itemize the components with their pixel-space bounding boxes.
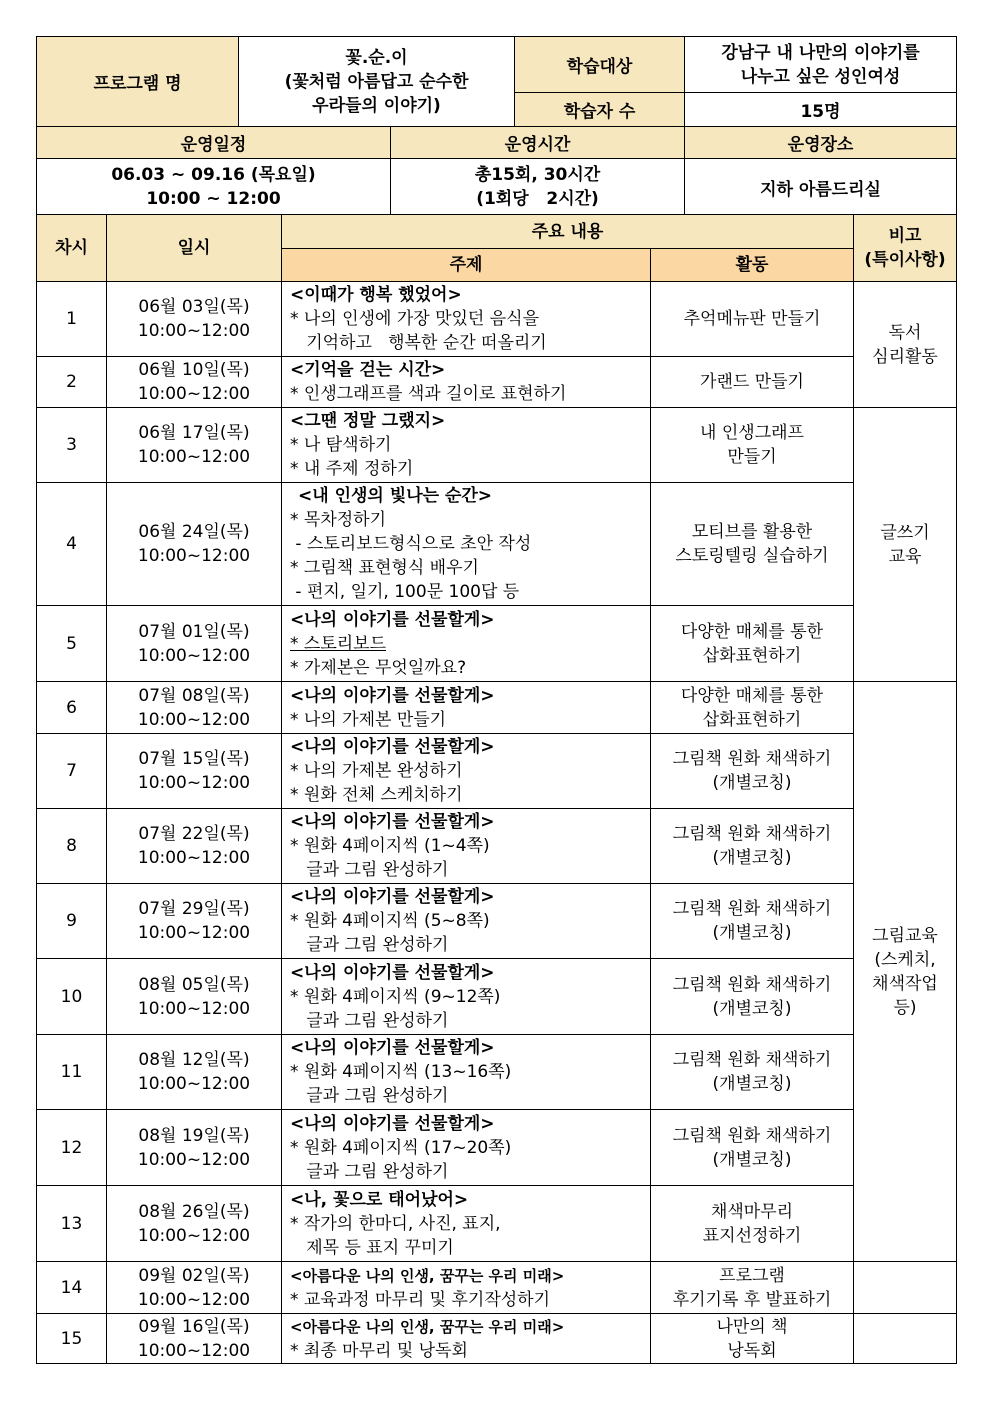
remark-line: 글쓰기 [880, 522, 930, 543]
session-no: 5 [37, 606, 107, 682]
session-date [107, 408, 282, 483]
session-topic [282, 282, 651, 357]
table-row [37, 1262, 957, 1314]
session-no: 10 [37, 959, 107, 1035]
session-topic [282, 606, 651, 682]
topic-line: 제목 등 표지 꾸미기 [290, 1237, 454, 1258]
date-text: 09월 16일(목) [138, 1316, 250, 1337]
place-value: 지하 아름드리실 [685, 159, 957, 216]
schedule-table [36, 214, 957, 1364]
session-no: 3 [37, 408, 107, 483]
session-activity [651, 1186, 854, 1262]
session-no: 6 [37, 682, 107, 734]
time-text: 10:00~12:00 [137, 848, 251, 868]
topic-line: * 원화 전체 스케치하기 [290, 785, 463, 805]
topic-line: 글과 그림 완성하기 [290, 935, 449, 955]
session-no: 9 [37, 884, 107, 959]
session-activity [651, 884, 854, 959]
header-remark-line: (특이사항) [864, 250, 946, 270]
session-date [107, 1314, 282, 1364]
table-row [37, 1110, 957, 1186]
program-name-line: (꽃처럼 아름답고 순수한 [284, 71, 469, 92]
time-text: 10:00~12:00 [137, 447, 251, 467]
session-topic [282, 959, 651, 1035]
header-no: 차시 [37, 215, 107, 282]
session-activity [651, 1035, 854, 1110]
date-text: 08월 12일(목) [138, 1050, 250, 1070]
topic-line: * 나의 가제본 만들기 [290, 709, 447, 730]
schedule-hours: 10:00 ~ 12:00 [146, 189, 281, 209]
table-row [37, 1035, 957, 1110]
topic-title: <내 인생의 빛나는 순간> [298, 486, 493, 506]
time-value [391, 159, 685, 216]
topic-title: <나의 이야기를 선물할게> [290, 1038, 495, 1058]
topic-title: <그땐 정말 그랬지> [290, 411, 446, 431]
place-label: 운영장소 [685, 127, 957, 159]
date-text: 08월 05일(목) [138, 974, 250, 995]
session-date [107, 483, 282, 606]
topic-title: <이때가 행복 했었어> [290, 285, 462, 305]
time-text: 10:00~12:00 [137, 998, 251, 1019]
activity-line: (개별코칭) [712, 923, 792, 943]
date-text: 06월 24일(목) [138, 522, 250, 542]
session-topic [282, 734, 651, 809]
remark-reading [854, 282, 957, 408]
table-row [37, 1314, 957, 1364]
date-text: 06월 10일(목) [138, 360, 250, 380]
remark-writing [854, 408, 957, 682]
date-text: 07월 29일(목) [138, 899, 250, 919]
activity-line: 만들기 [727, 447, 777, 467]
program-info-table [36, 36, 957, 216]
topic-line: 글과 그림 완성하기 [290, 860, 449, 880]
topic-line: * 목차정하기 [290, 510, 387, 530]
topic-title: <아름다운 나의 인생, 꿈꾸는 우리 미래> [290, 1317, 565, 1336]
session-activity [651, 282, 854, 357]
activity-line: 삽화표현하기 [702, 645, 802, 666]
date-text: 09월 02일(목) [138, 1265, 250, 1286]
schedule-dates: 06.03 ~ 09.16 (목요일) [111, 165, 316, 185]
session-date [107, 1110, 282, 1186]
time-text: 10:00~12:00 [137, 1149, 251, 1170]
topic-title: <나의 이야기를 선물할게> [290, 737, 495, 757]
topic-line: * 최종 마무리 및 낭독회 [290, 1340, 468, 1361]
table-row [37, 1186, 957, 1262]
activity-line: 그림책 원화 채색하기 [672, 1125, 832, 1146]
session-date [107, 1262, 282, 1314]
table-row [37, 884, 957, 959]
target-label: 학습대상 [515, 37, 685, 93]
session-activity [651, 606, 854, 682]
program-name-value [239, 37, 515, 127]
table-row [37, 483, 957, 606]
session-activity [651, 734, 854, 809]
session-date [107, 606, 282, 682]
table-row [37, 809, 957, 884]
session-activity [651, 682, 854, 734]
topic-line: * 인생그래프를 색과 길이로 표현하기 [290, 384, 567, 404]
activity-line: (개별코칭) [712, 998, 792, 1019]
date-text: 07월 15일(목) [138, 749, 250, 769]
remark-line: (스케치, [874, 949, 936, 970]
topic-title: <나의 이야기를 선물할게> [290, 685, 495, 706]
session-date [107, 1186, 282, 1262]
program-name-label: 프로그램 명 [37, 37, 239, 127]
session-topic [282, 884, 651, 959]
target-line: 강남구 내 나만의 이야기를 [721, 42, 920, 63]
topic-line: * 가제본은 무엇일까요? [290, 657, 467, 678]
remark-line: 등) [893, 997, 917, 1018]
remark-line: 교육 [888, 546, 922, 567]
topic-line: * 나의 인생에 가장 맛있던 음식을 [290, 309, 540, 329]
topic-line: * 내 주제 정하기 [290, 459, 414, 479]
topic-line: * 교육과정 마무리 및 후기작성하기 [290, 1289, 551, 1310]
header-topic: 주제 [282, 249, 651, 282]
table-row [37, 734, 957, 809]
topic-title: <나의 이야기를 선물할게> [290, 609, 495, 630]
time-label: 운영시간 [391, 127, 685, 159]
topic-line: - 편지, 일기, 100문 100답 등 [290, 582, 520, 602]
activity-line: 모티브를 활용한 [691, 522, 813, 542]
session-activity [651, 809, 854, 884]
activity-line: 낭독회 [727, 1340, 777, 1361]
activity-line: 그림책 원화 채색하기 [672, 974, 832, 995]
session-no: 13 [37, 1186, 107, 1262]
session-date [107, 734, 282, 809]
target-line: 나누고 싶은 성인여성 [740, 66, 901, 87]
topic-line: * 원화 4페이지씩 (5~8쪽) [290, 911, 490, 931]
program-name-line: 우라들의 이야기) [312, 95, 441, 116]
activity-line: 그림책 원화 채색하기 [672, 824, 832, 844]
session-no: 15 [37, 1314, 107, 1364]
table-row [37, 606, 957, 682]
time-text: 10:00~12:00 [137, 923, 251, 943]
session-topic [282, 408, 651, 483]
topic-title: <나의 이야기를 선물할게> [290, 1113, 495, 1134]
activity-line: 프로그램 [719, 1265, 785, 1286]
table-row [37, 357, 957, 408]
topic-line: * 원화 4페이지씩 (17~20쪽) [290, 1137, 512, 1158]
target-value [685, 37, 957, 93]
topic-line: * 나의 가제본 완성하기 [290, 761, 463, 781]
activity-line: 다양한 매체를 통한 [680, 685, 824, 706]
session-no: 1 [37, 282, 107, 357]
remark-line: 독서 [888, 322, 922, 343]
table-row [37, 282, 957, 357]
time-text: 10:00~12:00 [137, 709, 251, 730]
activity-line: (개별코칭) [712, 773, 792, 793]
activity-line: 표지선정하기 [702, 1225, 802, 1246]
activity-line: 다양한 매체를 통한 [680, 621, 824, 642]
time-text: 10:00~12:00 [137, 1340, 251, 1361]
time-total: 총15회, 30시간 [474, 165, 601, 185]
activity-line: 채색마무리 [710, 1201, 794, 1222]
date-text: 07월 08일(목) [138, 685, 250, 706]
activity-line: 내 인생그래프 [700, 423, 804, 443]
schedule-label: 운영일정 [37, 127, 391, 159]
session-topic [282, 1314, 651, 1364]
session-date [107, 1035, 282, 1110]
topic-title: <나의 이야기를 선물할게> [290, 812, 495, 832]
topic-title: <아름다운 나의 인생, 꿈꾸는 우리 미래> [290, 1266, 565, 1285]
time-text: 10:00~12:00 [137, 645, 251, 666]
count-value: 15명 [685, 93, 957, 127]
session-date [107, 682, 282, 734]
activity-line: 그림책 원화 채색하기 [672, 749, 832, 769]
remark-empty [854, 1314, 957, 1364]
session-no: 11 [37, 1035, 107, 1110]
header-date: 일시 [107, 215, 282, 282]
session-activity [651, 357, 854, 408]
remark-line: 그림교육 [872, 925, 938, 946]
time-text: 10:00~12:00 [137, 546, 251, 566]
session-no: 12 [37, 1110, 107, 1186]
topic-line: 기억하고 행복한 순간 떠올리기 [290, 333, 547, 353]
session-topic [282, 682, 651, 734]
activity-line: 나만의 책 [716, 1316, 788, 1337]
date-text: 06월 03일(목) [138, 297, 250, 317]
header-activity: 활동 [651, 249, 854, 282]
topic-line: 글과 그림 완성하기 [290, 1010, 449, 1031]
topic-line: * 스토리보드 [290, 633, 387, 654]
session-date [107, 357, 282, 408]
topic-title: <나의 이야기를 선물할게> [290, 962, 495, 983]
topic-line: * 원화 4페이지씩 (9~12쪽) [290, 986, 501, 1007]
activity-line: (개별코칭) [712, 1149, 792, 1170]
time-text: 10:00~12:00 [137, 321, 251, 341]
header-main: 주요 내용 [282, 215, 854, 249]
time-per-session: (1회당 2시간) [476, 189, 599, 209]
time-text: 10:00~12:00 [137, 384, 251, 404]
session-activity [651, 959, 854, 1035]
topic-line: * 원화 4페이지씩 (1~4쪽) [290, 836, 490, 856]
activity-line: 추억메뉴판 만들기 [683, 309, 821, 329]
session-activity [651, 408, 854, 483]
topic-line: 글과 그림 완성하기 [290, 1161, 449, 1182]
time-text: 10:00~12:00 [137, 773, 251, 793]
topic-line: * 작가의 한마디, 사진, 표지, [290, 1213, 501, 1234]
topic-title: <기억을 걷는 시간> [290, 360, 446, 380]
date-text: 08월 19일(목) [138, 1125, 250, 1146]
time-text: 10:00~12:00 [137, 1225, 251, 1246]
table-row [37, 959, 957, 1035]
session-activity [651, 483, 854, 606]
activity-line: (개별코칭) [712, 1074, 792, 1094]
activity-line: 스토링텔링 실습하기 [675, 546, 829, 566]
session-topic [282, 357, 651, 408]
topic-line: * 그림책 표현형식 배우기 [290, 558, 479, 578]
session-topic [282, 1035, 651, 1110]
activity-line: 그림책 원화 채색하기 [672, 1050, 832, 1070]
session-activity [651, 1262, 854, 1314]
session-topic [282, 1262, 651, 1314]
date-text: 08월 26일(목) [138, 1201, 250, 1222]
activity-line: 가랜드 만들기 [700, 372, 804, 392]
topic-title: <나의 이야기를 선물할게> [290, 887, 495, 907]
session-no: 4 [37, 483, 107, 606]
topic-title: <나, 꽃으로 태어났어> [290, 1189, 469, 1210]
session-no: 8 [37, 809, 107, 884]
session-activity [651, 1110, 854, 1186]
session-no: 7 [37, 734, 107, 809]
date-text: 06월 17일(목) [138, 423, 250, 443]
session-activity [651, 1314, 854, 1364]
session-topic [282, 1110, 651, 1186]
date-text: 07월 01일(목) [138, 621, 250, 642]
remark-drawing [854, 682, 957, 1262]
count-label: 학습자 수 [515, 93, 685, 127]
session-no: 14 [37, 1262, 107, 1314]
session-topic [282, 809, 651, 884]
topic-line: * 나 탐색하기 [290, 435, 392, 455]
header-remark [854, 215, 957, 282]
topic-line: * 원화 4페이지씩 (13~16쪽) [290, 1062, 512, 1082]
activity-line: 후기기록 후 발표하기 [672, 1289, 832, 1310]
session-no: 2 [37, 357, 107, 408]
time-text: 10:00~12:00 [137, 1074, 251, 1094]
session-topic [282, 483, 651, 606]
table-row [37, 408, 957, 483]
session-date [107, 809, 282, 884]
activity-line: 삽화표현하기 [702, 709, 802, 730]
table-row [37, 682, 957, 734]
topic-line: - 스토리보드형식으로 초안 작성 [290, 534, 532, 554]
remark-line: 심리활동 [872, 346, 938, 367]
schedule-value [37, 159, 391, 216]
program-name-line: 꽃.순.이 [345, 47, 408, 68]
topic-line: 글과 그림 완성하기 [290, 1086, 449, 1106]
session-date [107, 282, 282, 357]
session-topic [282, 1186, 651, 1262]
remark-line: 채색작업 [872, 973, 938, 994]
date-text: 07월 22일(목) [138, 824, 250, 844]
time-text: 10:00~12:00 [137, 1289, 251, 1310]
remark-empty [854, 1262, 957, 1314]
header-remark-line: 비고 [888, 226, 922, 246]
session-date [107, 959, 282, 1035]
session-date [107, 884, 282, 959]
activity-line: (개별코칭) [712, 848, 792, 868]
activity-line: 그림책 원화 채색하기 [672, 899, 832, 919]
